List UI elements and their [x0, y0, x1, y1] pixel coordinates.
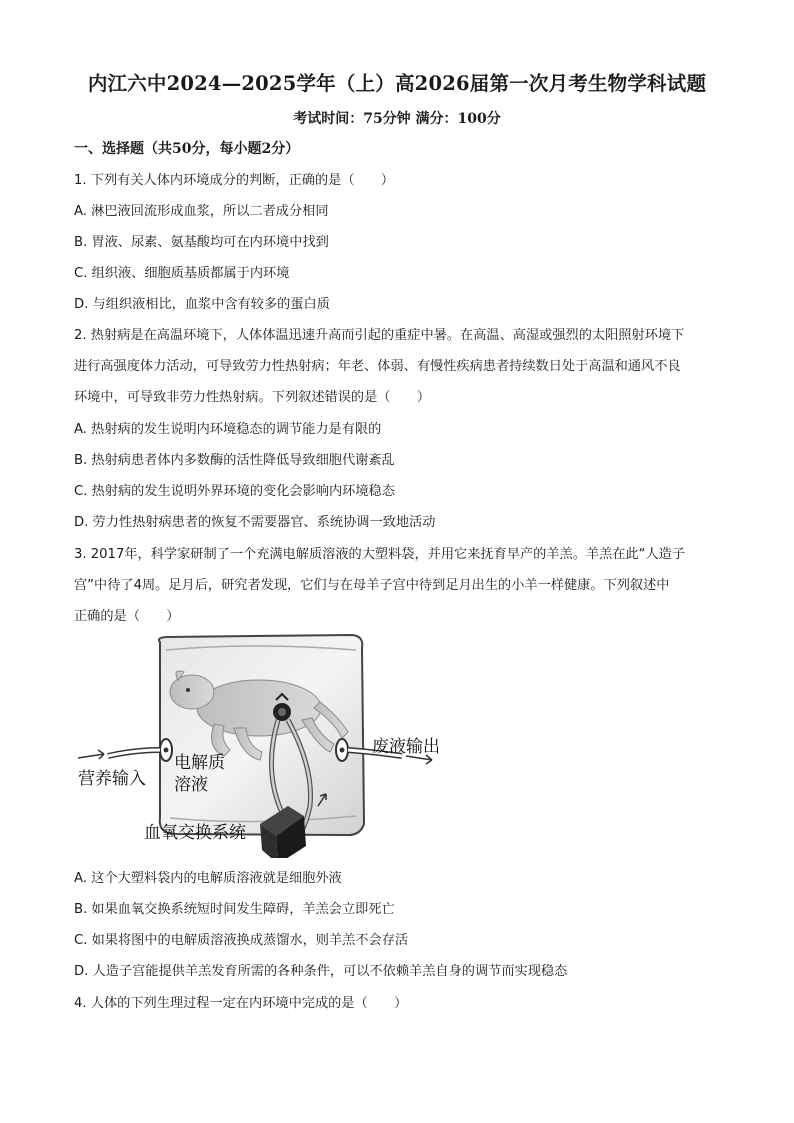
- electrolyte-label-1: 电解质: [174, 753, 225, 773]
- q3-stem-line-1: 3. 2017年，科学家研制了一个充满电解质溶液的大塑料袋，并用它来抚育早产的羊羔。羊羔在此“人造子: [74, 547, 686, 562]
- q3-stem-line-3: 正确的是（ ）: [74, 609, 180, 624]
- q3-stem-line-2: 宫”中待了4周。足月后，研究者发现，它们与在母羊子宫中待到足月出生的小羊一样健康。下列叙述中: [74, 578, 670, 593]
- page-title: 内江六中2024—2025学年（上）高2026届第一次月考生物学科试题: [87, 72, 707, 95]
- lamb-eye: [186, 688, 190, 692]
- q2-option-d: D. 劳力性热射病患者的恢复不需要器官、系统协调一致地活动: [74, 515, 436, 530]
- q3-option-a: A. 这个大塑料袋内的电解质溶液就是细胞外液: [74, 871, 342, 886]
- q1-option-a: A. 淋巴液回流形成血浆，所以二者成分相同: [74, 204, 329, 219]
- q2-stem-line-2: 进行高强度体力活动，可导致劳力性热射病；年老、体弱、有慢性疾病患者持续数日处于高温和通风不良: [74, 359, 681, 374]
- q2-option-a: A. 热射病的发生说明内环境稳态的调节能力是有限的: [74, 422, 382, 437]
- artificial-womb-figure: [74, 628, 494, 858]
- nutrient-input-label: 营养输入: [78, 769, 146, 789]
- q1-option-b: B. 胃液、尿素、氨基酸均可在内环境中找到: [74, 235, 329, 250]
- q2-stem-line-3: 环境中，可导致非劳力性热射病。下列叙述错误的是（ ）: [74, 390, 431, 405]
- q2-stem-line-1: 2. 热射病是在高温环境下，人体体温迅速升高而引起的重症中暑。在高温、高湿或强烈的太阳照射环境下: [74, 328, 685, 343]
- q3-option-b: B. 如果血氧交换系统短时间发生障碍，羊羔会立即死亡: [74, 902, 395, 917]
- q1-option-d: D. 与组织液相比，血浆中含有较多的蛋白质: [74, 297, 330, 312]
- electrolyte-label-2: 溶液: [174, 775, 208, 795]
- waste-output-label: 废液输出: [372, 737, 440, 757]
- q2-option-b: B. 热射病患者体内多数酶的活性降低导致细胞代谢紊乱: [74, 453, 395, 468]
- q4-stem: 4. 人体的下列生理过程一定在内环境中完成的是（ ）: [74, 996, 408, 1011]
- q3-option-d: D. 人造子宫能提供羊羔发育所需的各种条件，可以不依赖羊羔自身的调节而实现稳态: [74, 964, 568, 979]
- q1-option-c: C. 组织液、细胞质基质都属于内环境: [74, 266, 290, 281]
- exam-info: 考试时间：75分钟 满分：100分: [293, 111, 501, 127]
- q3-option-c: C. 如果将图中的电解质溶液换成蒸馏水，则羊羔不会存活: [74, 933, 409, 948]
- oxygen-exchange-label: 血氧交换系统: [144, 823, 246, 843]
- q2-option-c: C. 热射病的发生说明外界环境的变化会影响内环境稳态: [74, 484, 395, 499]
- section-heading: 一、选择题（共50分，每小题2分）: [74, 141, 300, 157]
- q1-stem: 1. 下列有关人体内环境成分的判断，正确的是（ ）: [74, 173, 395, 188]
